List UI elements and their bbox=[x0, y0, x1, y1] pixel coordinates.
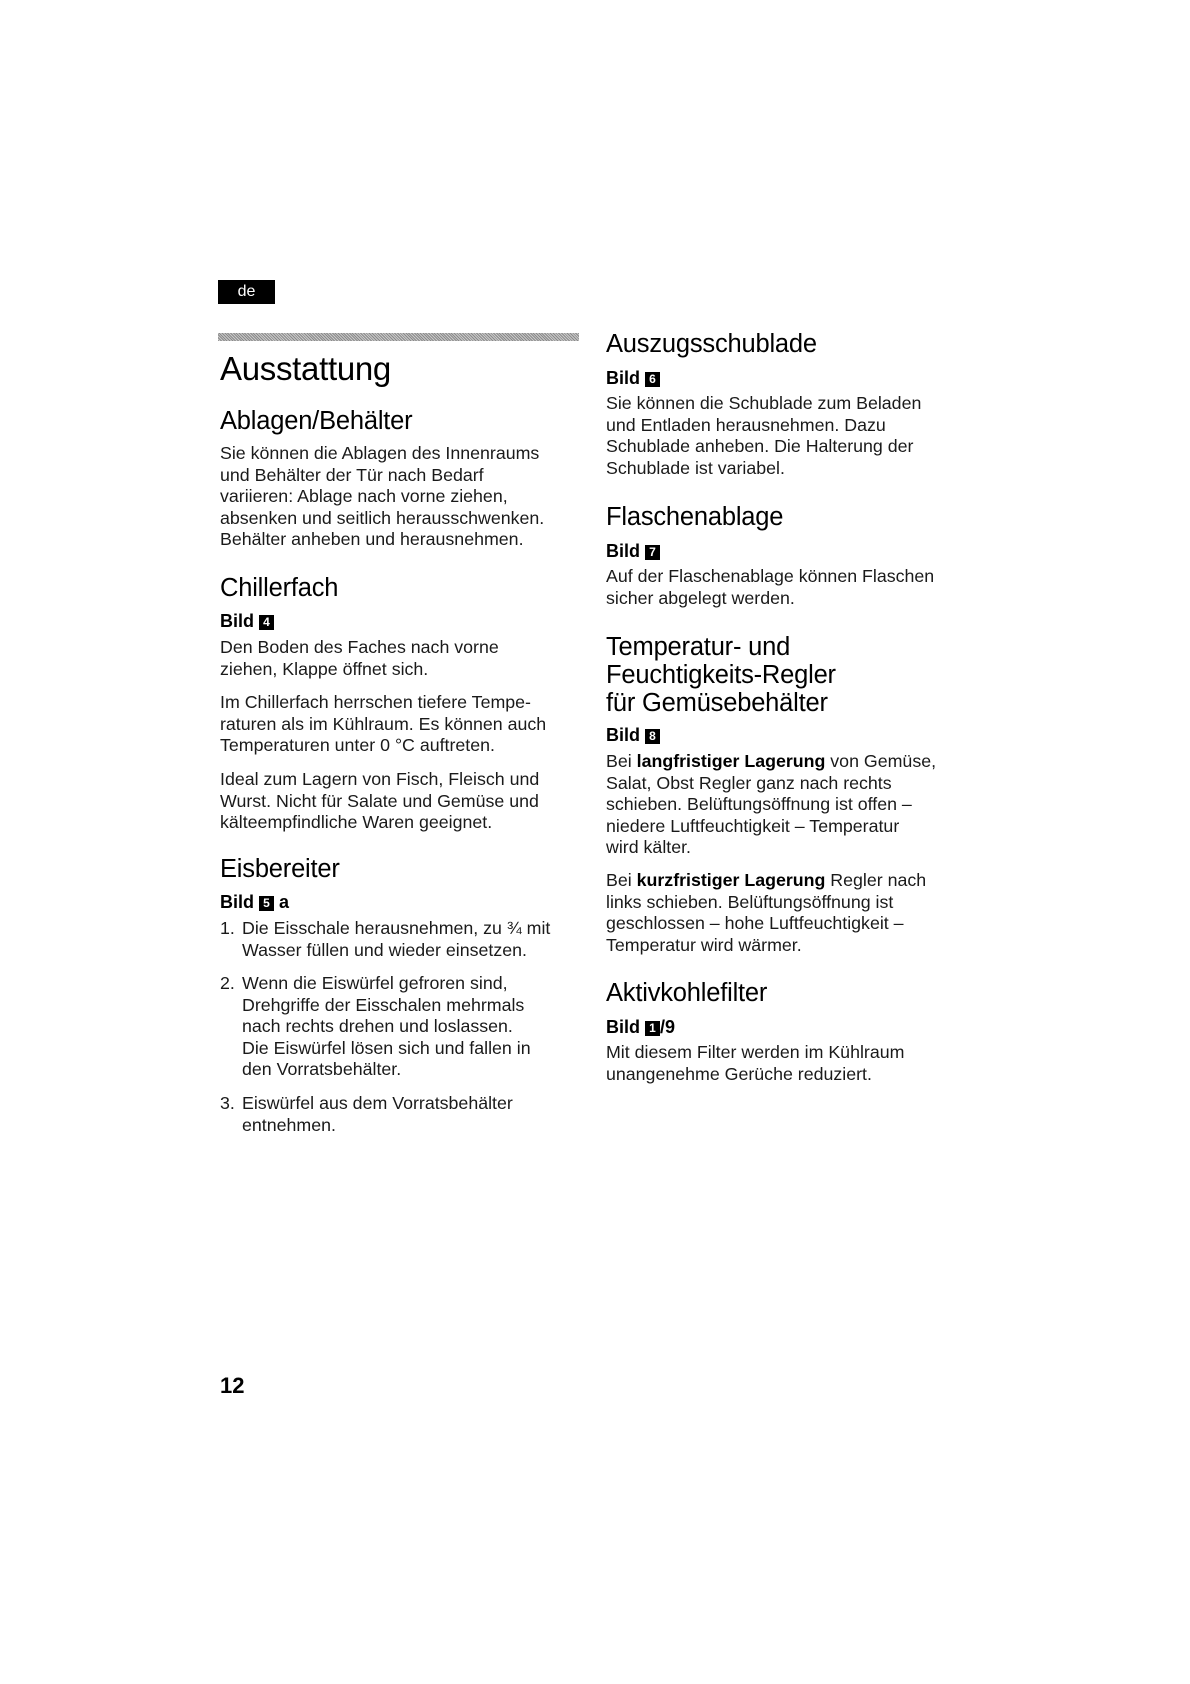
text-line: wird kälter. bbox=[606, 837, 691, 858]
text-line bbox=[606, 870, 978, 892]
text-line: sicher abgelegt werden. bbox=[606, 587, 795, 608]
text-line: und Behälter der Tür nach Bedarf bbox=[220, 464, 484, 485]
figure-label: Bild bbox=[220, 892, 254, 912]
page-title: Ausstattung bbox=[220, 350, 391, 387]
step-number: 1. bbox=[220, 918, 235, 938]
text-line: schieben. Belüftungsöffnung ist offen – bbox=[606, 794, 912, 815]
figure-label: Bild bbox=[606, 541, 640, 561]
heading-chillerfach: Chillerfach bbox=[220, 574, 339, 602]
figure-suffix: a bbox=[279, 892, 290, 912]
heading-line: Feuchtigkeits-Regler bbox=[606, 661, 836, 689]
text-line: variieren: Ablage nach vorne ziehen, bbox=[220, 486, 508, 507]
flaschen-text bbox=[606, 566, 978, 609]
text-line: und Entladen herausnehmen. Dazu bbox=[606, 414, 886, 435]
text-line: Die Eisschale herausnehmen, zu ¾ mit bbox=[242, 918, 551, 938]
figure-number-badge: 7 bbox=[645, 545, 660, 560]
language-badge: de bbox=[218, 280, 275, 304]
figure-suffix: /9 bbox=[660, 1017, 676, 1037]
text-line: Schublade anheben. Die Halterung der bbox=[606, 436, 914, 457]
text-suffix: von Gemüse, bbox=[825, 751, 937, 771]
text-line: Im Chillerfach herrschen tiefere Tempe- bbox=[220, 692, 531, 712]
figure-number-badge: 1 bbox=[645, 1021, 660, 1036]
text-prefix: Bei bbox=[606, 751, 637, 771]
heading-ablagen: Ablagen/Behälter bbox=[220, 407, 413, 435]
heading-aktivkohlefilter: Aktivkohlefilter bbox=[606, 979, 768, 1007]
text-line: Sie können die Ablagen des Innenraums bbox=[220, 443, 540, 463]
text-line: Die Eiswürfel lösen sich und fallen in bbox=[242, 1037, 531, 1058]
text-line: geschlossen – hohe Luftfeuchtigkeit – bbox=[606, 913, 904, 934]
figure-label: Bild bbox=[606, 725, 640, 745]
text-line: ziehen, Klappe öffnet sich. bbox=[220, 658, 429, 679]
heading-regler bbox=[606, 633, 836, 717]
figure-reference bbox=[220, 892, 289, 912]
emphasis-kurzfristig: kurzfristiger Lagerung bbox=[636, 870, 826, 890]
figure-number-badge: 6 bbox=[645, 372, 660, 387]
text-line: Mit diesem Filter werden im Kühlraum bbox=[606, 1042, 905, 1062]
text-line: Behälter anheben und herausnehmen. bbox=[220, 529, 524, 550]
step-item bbox=[220, 1093, 592, 1136]
text-line: Temperatur wird wärmer. bbox=[606, 934, 802, 955]
heading-auszugsschublade: Auszugsschublade bbox=[606, 330, 817, 358]
text-line: Auf der Flaschenablage können Flaschen bbox=[606, 566, 935, 586]
figure-label: Bild bbox=[220, 611, 254, 631]
text-line: den Vorratsbehälter. bbox=[242, 1059, 402, 1080]
heading-flaschenablage: Flaschenablage bbox=[606, 503, 784, 531]
figure-reference bbox=[606, 541, 660, 561]
step-item bbox=[220, 973, 592, 1081]
figure-label: Bild bbox=[606, 1017, 640, 1037]
figure-reference bbox=[606, 725, 660, 745]
heading-line: für Gemüsebehälter bbox=[606, 689, 828, 717]
text-line: Temperaturen unter 0 °C auftreten. bbox=[220, 735, 495, 756]
text-suffix: Regler nach bbox=[825, 870, 927, 890]
regler-para-1 bbox=[606, 751, 978, 859]
text-line: kälteempfindliche Waren geeignet. bbox=[220, 812, 493, 833]
section-divider bbox=[218, 333, 579, 341]
text-line: Ideal zum Lagern von Fisch, Fleisch und bbox=[220, 769, 540, 789]
text-line: absenken und seitlich herausschwenken. bbox=[220, 507, 545, 528]
text-prefix: Bei bbox=[606, 870, 637, 890]
figure-reference bbox=[606, 1017, 675, 1037]
figure-number-badge: 8 bbox=[645, 729, 660, 744]
ablagen-text bbox=[220, 443, 592, 551]
text-line: Wasser füllen und wieder einsetzen. bbox=[242, 939, 527, 960]
text-line: niedere Luftfeuchtigkeit – Temperatur bbox=[606, 815, 900, 836]
text-line: entnehmen. bbox=[242, 1114, 336, 1135]
text-line: Salat, Obst Regler ganz nach rechts bbox=[606, 772, 892, 793]
aktiv-text bbox=[606, 1042, 978, 1085]
text-line bbox=[606, 751, 978, 773]
text-line: Wenn die Eiswürfel gefroren sind, bbox=[242, 973, 508, 993]
step-number: 2. bbox=[220, 973, 235, 993]
emphasis-langfristig: langfristiger Lagerung bbox=[636, 751, 826, 771]
text-line: links schieben. Belüftungsöffnung ist bbox=[606, 891, 894, 912]
figure-number-badge: 5 bbox=[259, 896, 274, 911]
text-line: Eiswürfel aus dem Vorratsbehälter bbox=[242, 1093, 513, 1113]
text-line: unangenehme Gerüche reduziert. bbox=[606, 1063, 872, 1084]
auszug-text bbox=[606, 393, 978, 479]
chillerfach-para-2 bbox=[220, 692, 592, 757]
figure-reference bbox=[220, 611, 274, 631]
step-item bbox=[220, 918, 592, 961]
text-line: Sie können die Schublade zum Beladen bbox=[606, 393, 922, 413]
figure-reference bbox=[606, 368, 660, 388]
text-line: Wurst. Nicht für Salate und Gemüse und bbox=[220, 790, 539, 811]
text-line: raturen als im Kühlraum. Es können auch bbox=[220, 713, 547, 734]
text-line: Drehgriffe der Eisschalen mehrmals bbox=[242, 994, 525, 1015]
figure-number-badge: 4 bbox=[259, 615, 274, 630]
chillerfach-para-3 bbox=[220, 769, 592, 834]
regler-para-2 bbox=[606, 870, 978, 956]
chillerfach-para-1 bbox=[220, 637, 592, 680]
text-line: Den Boden des Faches nach vorne bbox=[220, 637, 499, 657]
heading-line: Temperatur- und bbox=[606, 633, 791, 661]
page-number: 12 bbox=[220, 1373, 245, 1398]
step-number: 3. bbox=[220, 1093, 235, 1113]
figure-label: Bild bbox=[606, 368, 640, 388]
text-line: Schublade ist variabel. bbox=[606, 457, 785, 478]
text-line: nach rechts drehen und loslassen. bbox=[242, 1016, 513, 1037]
heading-eisbereiter: Eisbereiter bbox=[220, 855, 340, 883]
